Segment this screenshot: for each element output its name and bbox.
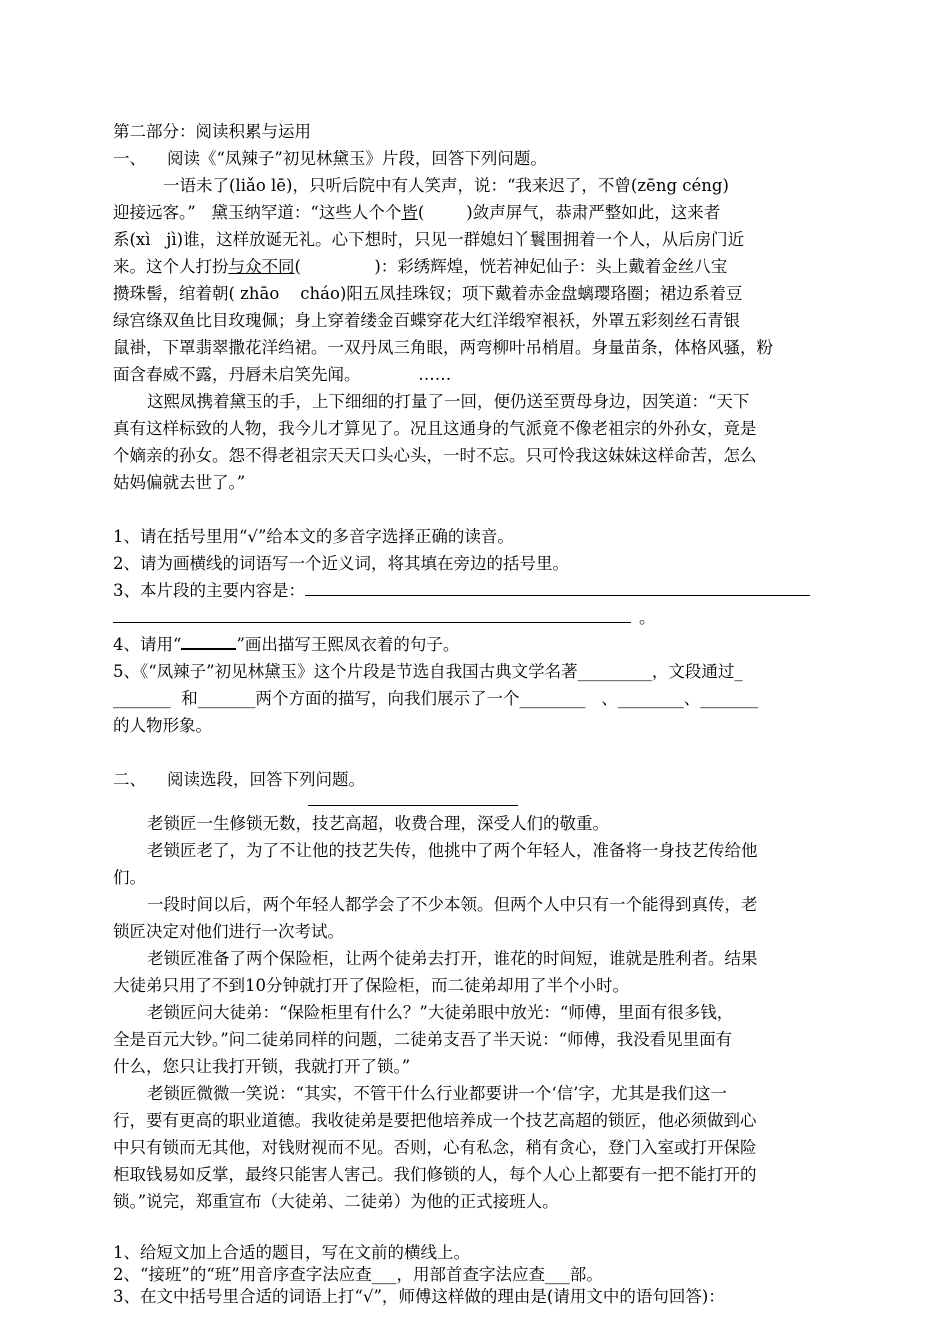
- answer-blank[interactable]: [305, 578, 810, 596]
- text-span: 来。这个人打扮: [113, 257, 229, 276]
- spacer: [113, 1215, 843, 1242]
- passage1-line: 绿宫绦双鱼比目玫瑰佩；身上穿着缕金百蝶穿花大红洋缎窄裉袄，外罩五彩刻丝石青银: [113, 311, 740, 330]
- passage2-line: 老锁匠准备了两个保险柜，让两个徒弟去打开，谁花的时间短，谁就是胜利者。结果: [147, 949, 758, 968]
- passage1-line: 面含春威不露，丹唇未启笑先闻。 ……: [113, 365, 452, 384]
- section1-heading: 一、 阅读《“凤辣子”初见林黛玉》片段，回答下列问题。: [113, 149, 547, 168]
- question-5: _______ 和_______两个方面的描写，向我们展示了一个________ 、________、_______: [113, 689, 758, 708]
- passage2-line: 老锁匠问大徒弟：“保险柜里有什么？”大徒弟眼中放光：“师傅，里面有很多钱，: [147, 1003, 734, 1022]
- question-2: 2、请为画横线的词语写一个近义词，将其填在旁边的括号里。: [113, 554, 569, 573]
- section2-question-1: 1、给短文加上合适的题目，写在文前的横线上。: [113, 1243, 470, 1262]
- question-3: [113, 577, 843, 604]
- section2-heading: 二、 阅读选段，回答下列问题。: [113, 770, 365, 789]
- passage1-line: [113, 253, 843, 280]
- passage2-line: 中只有锁而无其他，对钱财视而不见。否则，心有私念，稍有贪心，登门入室或打开保险: [113, 1138, 757, 1157]
- passage2-line: 老锁匠老了，为了不让他的技艺失传，他挑中了两个年轻人，准备将一身技艺传给他: [147, 841, 758, 860]
- text-span: ( )敛声屏气，恭肃严整如此，这来者: [417, 203, 721, 222]
- underlined-word: 与众不同: [228, 257, 295, 276]
- passage1-line: 系(xì jì)谁，这样放诞无礼。心下想时，只见一群媳妇丫鬟围拥着一个人，从后房门近: [113, 230, 745, 249]
- passage2-line: 老锁匠微微一笑说：“其实，不管干什么行业都要讲一个‘信’字，尤其是我们这一: [147, 1084, 727, 1103]
- section2-question-2: 2、“接班”的“班”用音序查字法应查___，用部首查字法应查___部。: [113, 1265, 603, 1284]
- passage2-line: 柜取钱易如反掌，最终只能害人害己。我们修锁的人，每个人心上都要有一把不能打开的: [113, 1165, 757, 1184]
- question-4: [113, 631, 843, 658]
- text-span: 迎接远客。” 黛玉纳罕道：“这些人个个: [113, 203, 402, 222]
- question-5: 的人物形象。: [113, 716, 212, 735]
- passage2-line: 大徒弟只用了不到10分钟就打开了保险柜，而二徒弟却用了半个小时。: [113, 976, 629, 995]
- underlined-word: 皆: [401, 203, 418, 222]
- passage2-line: 行，要有更高的职业道德。我收徒弟是要把他培养成一个技艺高超的锁匠，他必须做到心: [113, 1111, 757, 1130]
- passage1-line: [113, 199, 843, 226]
- question-1: 1、请在括号里用“√”给本文的多音字选择正确的读音。: [113, 527, 514, 546]
- passage1-line: 真有这样标致的人物，我今儿才算见了。况且这通身的气派竟不像老祖宗的外孙女，竟是: [113, 419, 757, 438]
- passage1-line: 鼠褂，下罩翡翠撒花洋绉裙。一双丹凤三角眼，两弯柳叶吊梢眉。身量苗条，体格风骚，粉: [113, 338, 773, 357]
- passage2-line: 锁匠决定对他们进行一次考试。: [113, 922, 344, 941]
- spacer: [113, 739, 843, 766]
- passage1-line: 个嫡亲的孙女。怨不得老祖宗天天口头心头，一时不忘。只可怜我这妹妹这样命苦，怎么: [113, 446, 757, 465]
- period: 。: [639, 608, 656, 627]
- section2-question-3: 3、在文中括号里合适的词语上打“√”，师傅这样做的理由是(请用文中的语句回答)：: [113, 1287, 725, 1306]
- text-span: 4、请用“: [113, 635, 182, 654]
- text-span: ”画出描写王熙凤衣着的句子。: [236, 635, 460, 654]
- spacer: [113, 496, 843, 523]
- passage1-line: 姑妈偏就去世了。”: [113, 473, 246, 492]
- question-3-continued: [113, 604, 843, 631]
- passage2-line: 什么，您只让我打开锁，我就打开了锁。”: [113, 1057, 411, 1076]
- exam-page: [113, 118, 843, 1308]
- passage2-line: 锁。”说完，郑重宣布（大徒弟、二徒弟）为他的正式接班人。: [113, 1192, 559, 1211]
- passage2-line: 全是百元大钞。”问二徒弟同样的问题，二徒弟支吾了半天说：“师傅，我没看见里面有: [113, 1030, 733, 1049]
- underline-sample: [181, 631, 236, 650]
- passage1-line: 攒珠髻，绾着朝( zhāo cháo)阳五凤挂珠钗；项下戴着赤金盘螭璎珞圈；裙边系着豆: [113, 284, 743, 303]
- text-span: ( )：彩绣辉煌，恍若神妃仙子：头上戴着金丝八宝: [294, 257, 728, 276]
- answer-blank[interactable]: [113, 605, 631, 623]
- title-blank[interactable]: [308, 793, 518, 806]
- passage2-line: 一段时间以后，两个年轻人都学会了不少本领。但两个人中只有一个能得到真传，老: [147, 895, 758, 914]
- question-5: 5、《“凤辣子”初见林黛玉》这个片段是节选自我国古典文学名著_________，文段通过_: [113, 662, 743, 681]
- passage1-line: 一语未了(liǎo lē)，只听后院中有人笑声，说：“我来迟了，不曾(zēng céng): [163, 176, 729, 195]
- part-title: 第二部分：阅读积累与运用: [113, 122, 311, 141]
- passage2-line: 们。: [113, 868, 146, 887]
- question-3-label: 3、本片段的主要内容是：: [113, 581, 305, 600]
- passage2-line: 老锁匠一生修锁无数，技艺高超，收费合理，深受人们的敬重。: [147, 814, 609, 833]
- passage1-line: 这熙凤携着黛玉的手，上下细细的打量了一回，便仍送至贾母身边，因笑道：“天下: [147, 392, 750, 411]
